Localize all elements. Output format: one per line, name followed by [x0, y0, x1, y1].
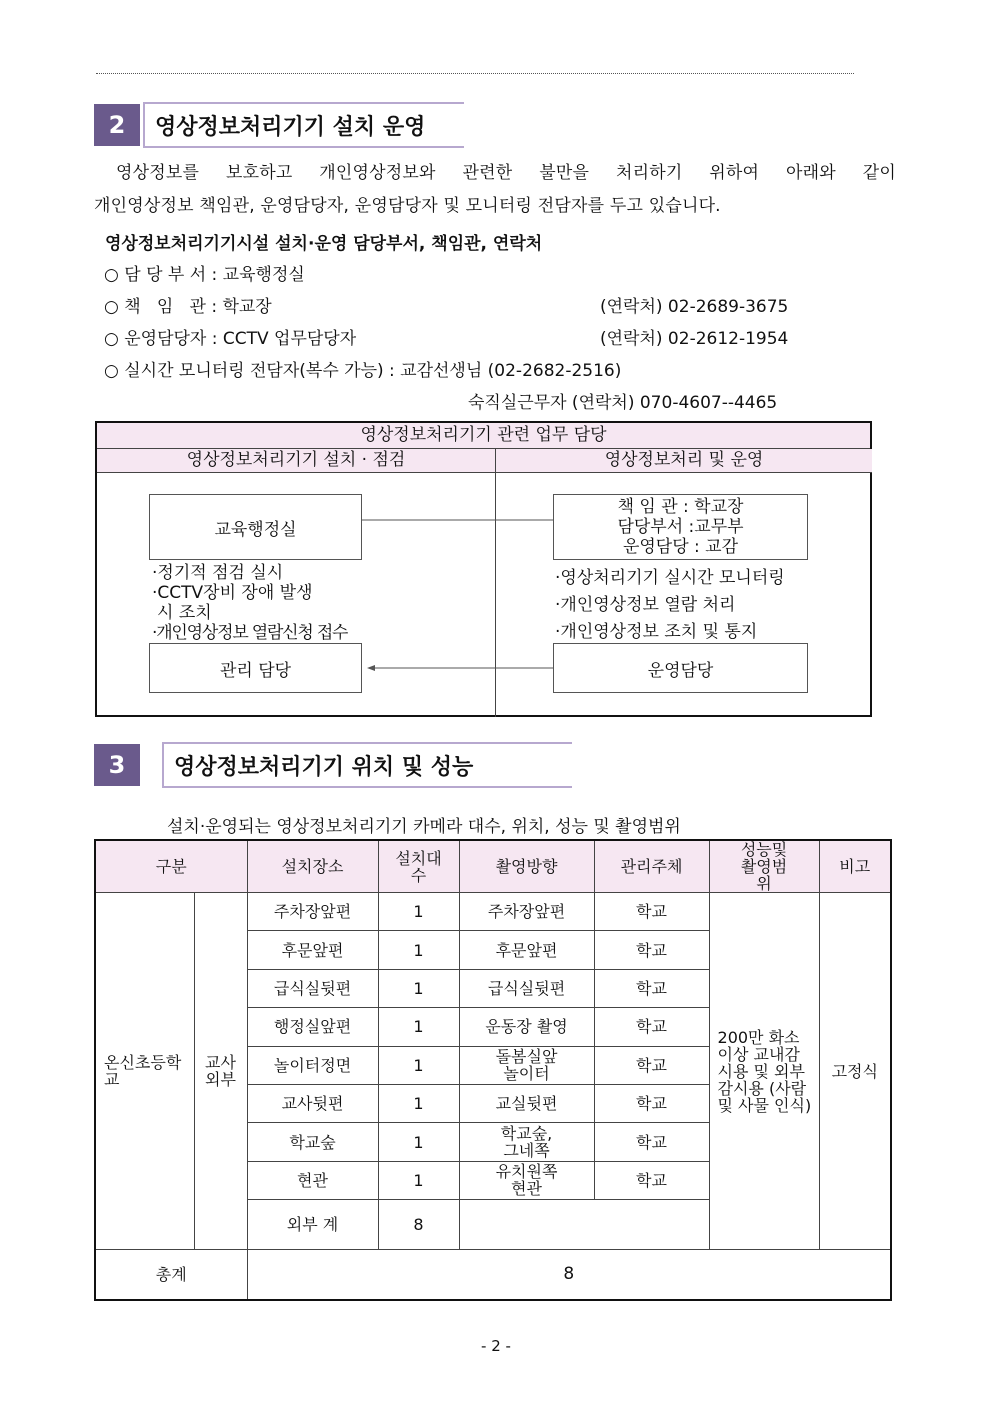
- school-name-text: 온신초등학교: [104, 1053, 182, 1090]
- cell-location: 학교숲: [247, 1123, 378, 1161]
- cell-manager: 학교: [594, 1008, 709, 1046]
- contact-item-operator: ○ 운영담당자 : CCTV 업무담당자: [104, 329, 357, 349]
- cell-direction: 후문앞편: [459, 931, 594, 969]
- cell-count: 1: [378, 1046, 459, 1084]
- camera-table: [94, 839, 892, 1301]
- cell-manager: 학교: [594, 1123, 709, 1161]
- cell-location: 놀이터정면: [247, 1046, 378, 1084]
- resp-line-2: 담당부서 :교무부: [617, 517, 744, 537]
- cell-direction: 유치원쪽 현관: [459, 1161, 594, 1199]
- contact-item-night-duty: 숙직실근무자 (연락처) 070-4607--4465: [468, 393, 778, 413]
- header-direction: 촬영방향: [459, 840, 594, 893]
- cell-location: 급식실뒷편: [247, 969, 378, 1007]
- table-caption: 설치·운영되는 영상정보처리기기 카메라 대수, 위치, 성능 및 촬영범위: [167, 817, 681, 837]
- section-3-number: 3: [94, 744, 140, 786]
- cell-location: 현관: [247, 1161, 378, 1199]
- cell-direction: 급식실뒷편: [459, 969, 594, 1007]
- resp-line-3: 운영담당 : 교감: [622, 537, 739, 557]
- paragraph-line-1: 영상정보를 보호하고 개인영상정보와 관련한 불만을 처리하기 위하여 아래와 같이: [116, 163, 896, 183]
- cell-location: 행정실앞편: [247, 1008, 378, 1046]
- total-row: [95, 1250, 891, 1300]
- cell-count: 1: [378, 1084, 459, 1122]
- cell-manager: 학교: [594, 1084, 709, 1122]
- section-3-title: 영상정보처리기기 위치 및 성능: [162, 742, 572, 788]
- cell-manager: 학교: [594, 969, 709, 1007]
- page-number: - 2 -: [481, 1337, 511, 1355]
- cell-direction: 주차장앞편: [459, 893, 594, 931]
- area-name: [194, 893, 247, 1250]
- right-duty-1: ·영상처리기기 실시간 모니터링: [555, 568, 785, 588]
- cell-note: 고정식: [819, 893, 891, 1250]
- school-name: [95, 893, 194, 1250]
- top-divider: [96, 73, 854, 74]
- contact-operator-phone: (연락처) 02-2612-1954: [600, 329, 789, 349]
- contact-item-officer: ○ 책 임 관 : 학교장: [104, 297, 272, 317]
- section-2-title: 영상정보처리기기 설치 운영: [143, 102, 464, 148]
- cell-manager: 학교: [594, 1046, 709, 1084]
- cell-location: 교사뒷편: [247, 1084, 378, 1122]
- cell-location: 주차장앞편: [247, 893, 378, 931]
- duty-diagram: [95, 421, 872, 717]
- cell-count: 1: [378, 1008, 459, 1046]
- cell-count: 1: [378, 1123, 459, 1161]
- left-duty-4: ·개인영상정보 열람신청 접수: [152, 623, 348, 643]
- paragraph-line-2: 개인영상정보 책임관, 운영담당자, 운영담당자 및 모니터링 전담자를 두고 있습니다.: [94, 196, 721, 216]
- subtotal-label: 외부 계: [247, 1200, 378, 1250]
- left-duty-2: ·CCTV장비 장애 발생: [152, 583, 313, 603]
- cell-count: 1: [378, 893, 459, 931]
- box-admin-office: 교육행정실: [149, 494, 362, 560]
- contact-officer-phone: (연락처) 02-2689-3675: [600, 297, 789, 317]
- cell-count: 1: [378, 931, 459, 969]
- header-location: 설치장소: [247, 840, 378, 893]
- diagram-title: 영상정보처리기기 관련 업무 담당: [97, 423, 870, 449]
- cell-manager: 학교: [594, 893, 709, 931]
- right-duty-2: ·개인영상정보 열람 처리: [555, 595, 736, 615]
- section-2-subheading: 영상정보처리기기시설 설치·운영 담당부서, 책임관, 연락처: [105, 234, 543, 254]
- cell-count: 1: [378, 969, 459, 1007]
- header-manager: 관리주체: [594, 840, 709, 893]
- right-duty-3: ·개인영상정보 조치 및 통지: [555, 622, 758, 642]
- cell-direction: 운동장 촬영: [459, 1008, 594, 1046]
- right-duty-list: [555, 565, 785, 646]
- section-2-paragraph: [94, 157, 896, 223]
- table-header-row: [95, 840, 891, 893]
- cell-direction: 학교숲, 그네쪽: [459, 1123, 594, 1161]
- subtotal-value: 8: [378, 1200, 459, 1250]
- cell-direction: 교실뒷편: [459, 1084, 594, 1122]
- header-count: 설치대수: [378, 840, 459, 893]
- contact-item-monitor: ○ 실시간 모니터링 전담자(복수 가능) : 교감선생님 (02-2682-2516): [104, 361, 622, 381]
- total-label: 총계: [95, 1250, 247, 1300]
- box-management: 관리 담당: [149, 643, 362, 693]
- left-duty-list: [152, 563, 347, 643]
- header-note: 비고: [819, 840, 891, 893]
- left-duty-1: ·정기적 점검 실시: [152, 563, 284, 583]
- section-2-number: 2: [94, 104, 140, 146]
- area-name-text: 교사외부: [205, 1053, 236, 1090]
- contact-item-dept: ○ 담 당 부 서 : 교육행정실: [104, 265, 305, 285]
- box-operation: 운영담당: [553, 643, 808, 693]
- left-duty-3: 시 조치: [157, 603, 212, 623]
- diagram-right-header: 영상정보처리 및 운영: [496, 449, 872, 473]
- diagram-left-header: 영상정보처리기기 설치 · 점검: [97, 449, 495, 473]
- cell-location: 후문앞편: [247, 931, 378, 969]
- table-row: [95, 893, 891, 931]
- header-category: 구분: [95, 840, 247, 893]
- resp-line-1: 책 임 관 : 학교장: [617, 497, 744, 517]
- cell-performance: 200만 화소 이상 교내감시용 및 외부감시용 (사람 및 사물 인식): [709, 893, 819, 1250]
- cell-manager: 학교: [594, 1161, 709, 1199]
- total-value: 8: [247, 1250, 891, 1300]
- cell-count: 1: [378, 1161, 459, 1199]
- cell-direction: 돌봄실앞 놀이터: [459, 1046, 594, 1084]
- cell-manager: 학교: [594, 931, 709, 969]
- subtotal-empty: [459, 1200, 709, 1250]
- header-performance: 성능및촬영범위: [709, 840, 819, 893]
